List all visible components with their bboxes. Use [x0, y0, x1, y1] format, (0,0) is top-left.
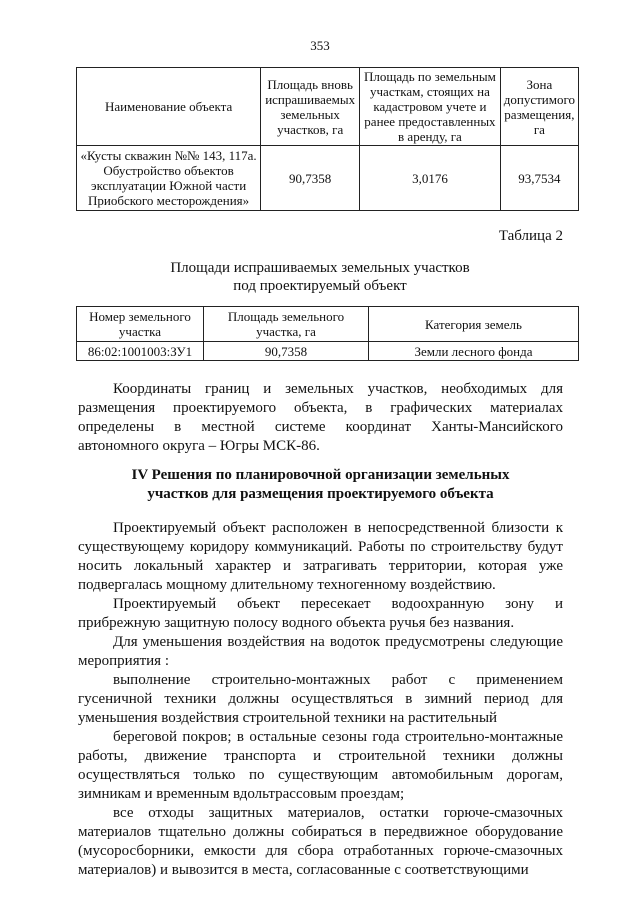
table-cell: 86:02:1001003:ЗУ1: [77, 342, 204, 361]
table-cell: «Кусты скважин №№ 143, 117а. Обустройство объектов эксплуатации Южной части Приобского месторождения»: [77, 146, 261, 211]
table-caption: Таблица 2: [498, 228, 563, 244]
table-title-line: Площади испрашиваемых земельных участков: [170, 260, 470, 276]
body-paragraph: Для уменьшения воздействия на водоток предусмотрены следующие мероприятия :: [78, 634, 563, 669]
table-header-cell: Наименование объекта: [77, 68, 261, 146]
body-paragraph: Проектируемый объект расположен в непосредственной близости к существующему коридору коммуникаций. Работы по строительству будут носить локальный характер и затрагивать территории, которая уже подвергалась мощному длительному техногенному воздействию.: [78, 520, 563, 593]
table-cell: 90,7358: [204, 342, 369, 361]
table-row: [77, 146, 579, 211]
land-plot-table: [76, 306, 579, 361]
table-header-cell: Площадь по земельным участкам, стоящих на кадастровом учете и ранее предоставленных в аренду, га: [360, 68, 501, 146]
body-paragraph: выполнение строительно-монтажных работ с применением гусеничной техники должны осуществляться в зимний период для уменьшения воздействия строительной техники на растительный: [78, 672, 563, 726]
table-cell: 90,7358: [261, 146, 360, 211]
section-heading-line: участков для размещения проектируемого объекта: [147, 486, 494, 502]
page-number: 353: [310, 38, 330, 53]
land-area-summary-table: [76, 67, 579, 211]
coordinates-paragraph: Координаты границ и земельных участков, необходимых для размещения проектируемого объекта, в графических материалах определены в местной системе координат Ханты-Мансийского автономного округа – Югры МСК-86.: [78, 381, 563, 454]
table-header-row: [77, 307, 579, 342]
table-row: [77, 342, 579, 361]
table-header-row: [77, 68, 579, 146]
body-paragraph: береговой покров; в остальные сезоны года строительно-монтажные работы, движение транспорта и строительной техники должны осуществляться только по существующим автомобильным дорогам, зимникам и временным вдольтрассовым проездам;: [78, 729, 563, 802]
table-cell: 3,0176: [360, 146, 501, 211]
table-header-cell: Категория земель: [369, 307, 579, 342]
body-paragraph: все отходы защитных материалов, остатки горюче-смазочных материалов тщательно должны собираться в передвижное оборудование (мусоросборники, емкости для сбора отработанных горюче-смазочных материалов) и вывозится в места, согласованные с соответствующими: [78, 805, 563, 878]
section-heading-line: IV Решения по планировочной организации земельных: [131, 467, 510, 483]
table-cell: Земли лесного фонда: [369, 342, 579, 361]
table-header-cell: Площадь вновь испрашиваемых земельных участков, га: [261, 68, 360, 146]
table-header-cell: Площадь земельного участка, га: [204, 307, 369, 342]
table-cell: 93,7534: [500, 146, 578, 211]
section-heading: [78, 466, 563, 504]
table-header-cell: Зона допустимого размещения, га: [500, 68, 578, 146]
table-header-cell: Номер земельного участка: [77, 307, 204, 342]
table-title: [0, 259, 640, 295]
table-title-line: под проектируемый объект: [233, 278, 407, 294]
body-paragraph: Проектируемый объект пересекает водоохранную зону и прибрежную защитную полосу водного объекта ручья без названия.: [78, 596, 563, 631]
